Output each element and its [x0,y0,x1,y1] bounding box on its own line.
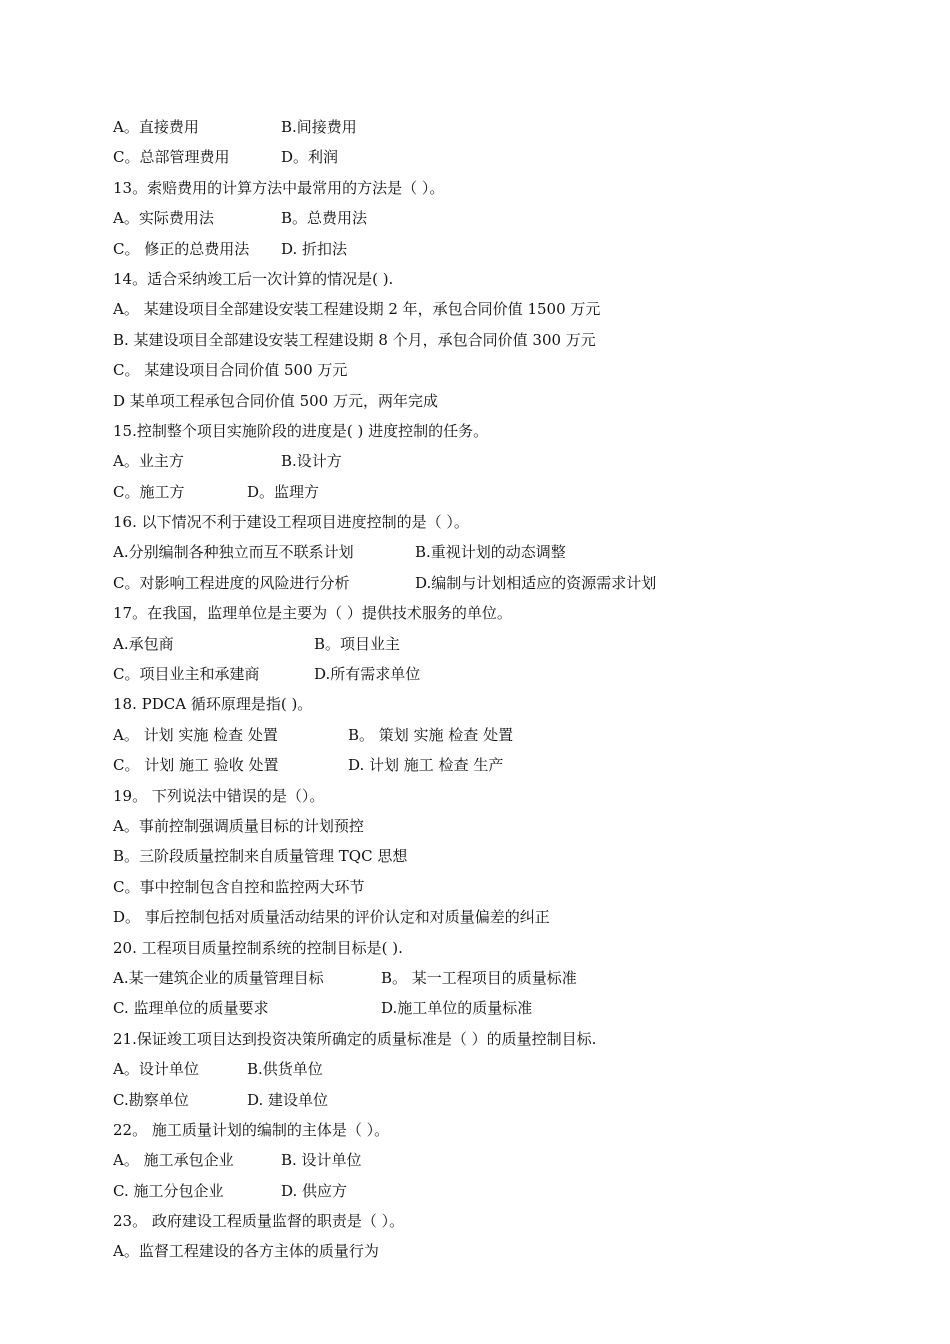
question-line [113,1024,893,1054]
question-14: 14。适合采纳竣工后一次计算的情况是( ). [113,269,394,288]
option-line [113,1145,893,1175]
option-line [113,142,893,172]
question-line [113,689,893,719]
option-line [113,203,893,233]
question-line [113,1115,893,1145]
option-line [113,568,893,598]
option-c: C。对影响工程进度的风险进行分析 [113,573,350,592]
option-c: C。 某建设项目合同价值 500 万元 [113,361,348,380]
option-a: A。实际费用法 [113,209,214,228]
option-line [113,1054,893,1084]
option-a: A。监督工程建设的各方主体的质量行为 [113,1242,379,1261]
option-c: C。总部管理费用 [113,148,230,167]
option-line [113,234,893,264]
option-d: D.所有需求单位 [314,665,421,684]
option-b: B. 某建设项目全部建设安装工程建设期 8 个月，承包合同价值 300 万元 [113,330,596,349]
option-b: B. 设计单位 [281,1151,362,1170]
option-line [113,355,893,385]
option-line [113,537,893,567]
option-b: B。总费用法 [281,209,368,228]
option-line [113,993,893,1023]
option-line [113,750,893,780]
option-line [113,446,893,476]
exam-questions [113,112,893,1267]
option-b: B.重视计划的动态调整 [415,543,566,562]
option-line [113,1085,893,1115]
option-b: B。 某一工程项目的质量标准 [381,968,577,987]
option-line [113,112,893,142]
option-line [113,325,893,355]
option-a: A。 计划 实施 检查 处置 [113,725,278,744]
option-a: A。 施工承包企业 [113,1151,234,1170]
option-b: B.设计方 [281,452,342,471]
option-a: A.承包商 [113,634,174,653]
question-line [113,933,893,963]
option-c: C。事中控制包含自控和监控两大环节 [113,877,365,896]
option-d: D。利润 [281,148,339,167]
option-d: D。 事后控制包括对质量活动结果的评价认定和对质量偏差的纠正 [113,908,550,927]
question-line [113,507,893,537]
option-d: D. 折扣法 [281,239,348,258]
question-19: 19。 下列说法中错误的是（）。 [113,786,325,805]
option-c: C。 修正的总费用法 [113,239,250,258]
option-a: A。业主方 [113,452,184,471]
option-b: B。三阶段质量控制来自质量管理 TQC 思想 [113,847,408,866]
option-line [113,386,893,416]
question-20: 20. 工程项目质量控制系统的控制目标是( ). [113,938,403,957]
option-d: D。监理方 [247,482,320,501]
option-b: B。项目业主 [314,634,401,653]
option-c: C. 监理单位的质量要求 [113,999,269,1018]
option-c: C.勘察单位 [113,1090,189,1109]
option-b: B。 策划 实施 检查 处置 [348,725,514,744]
option-c: C。项目业主和承建商 [113,665,260,684]
question-15: 15.控制整个项目实施阶段的进度是( ) 进度控制的任务。 [113,421,489,440]
option-line [113,1236,893,1266]
option-a: A。设计单位 [113,1060,199,1079]
option-d: D. 供应方 [281,1181,348,1200]
question-line [113,416,893,446]
option-b: B.间接费用 [281,118,357,136]
question-line [113,173,893,203]
option-line [113,841,893,871]
question-line [113,264,893,294]
option-a: A。直接费用 [113,118,199,136]
option-c: C. 施工分包企业 [113,1181,224,1200]
question-line [113,1206,893,1236]
option-line [113,811,893,841]
option-d: D.施工单位的质量标准 [381,999,533,1018]
option-a: A.分别编制各种独立而互不联系计划 [113,543,354,562]
option-a: A。事前控制强调质量目标的计划预控 [113,816,364,835]
option-d: D.编制与计划相适应的资源需求计划 [415,573,657,592]
option-a: A。 某建设项目全部建设安装工程建设期 2 年，承包合同价值 1500 万元 [113,300,601,319]
option-line [113,1176,893,1206]
question-line [113,598,893,628]
question-17: 17。在我国，监理单位是主要为（ ）提供技术服务的单位。 [113,604,512,623]
option-c: C。 计划 施工 验收 处置 [113,756,279,775]
question-18: 18. PDCA 循环原理是指( )。 [113,695,313,714]
question-13: 13。索赔费用的计算方法中最常用的方法是（ ）。 [113,178,445,197]
question-23: 23。 政府建设工程质量监督的职责是（ ）。 [113,1212,405,1231]
question-22: 22。 施工质量计划的编制的主体是（ ）。 [113,1120,390,1139]
option-line [113,902,893,932]
option-line [113,659,893,689]
option-d: D 某单项工程承包合同价值 500 万元，两年完成 [113,391,438,410]
option-b: B.供货单位 [247,1060,323,1079]
option-d: D. 计划 施工 检查 生产 [348,756,504,775]
option-line [113,294,893,324]
option-line [113,629,893,659]
option-line [113,720,893,750]
question-line [113,781,893,811]
question-21: 21.保证竣工项目达到投资决策所确定的质量标准是（ ）的质量控制目标. [113,1029,597,1048]
option-line [113,963,893,993]
option-line [113,477,893,507]
option-line [113,872,893,902]
option-c: C。施工方 [113,482,185,501]
option-d: D. 建设单位 [247,1090,329,1109]
question-16: 16. 以下情况不利于建设工程项目进度控制的是（ ）。 [113,513,469,532]
option-a: A.某一建筑企业的质量管理目标 [113,968,324,987]
